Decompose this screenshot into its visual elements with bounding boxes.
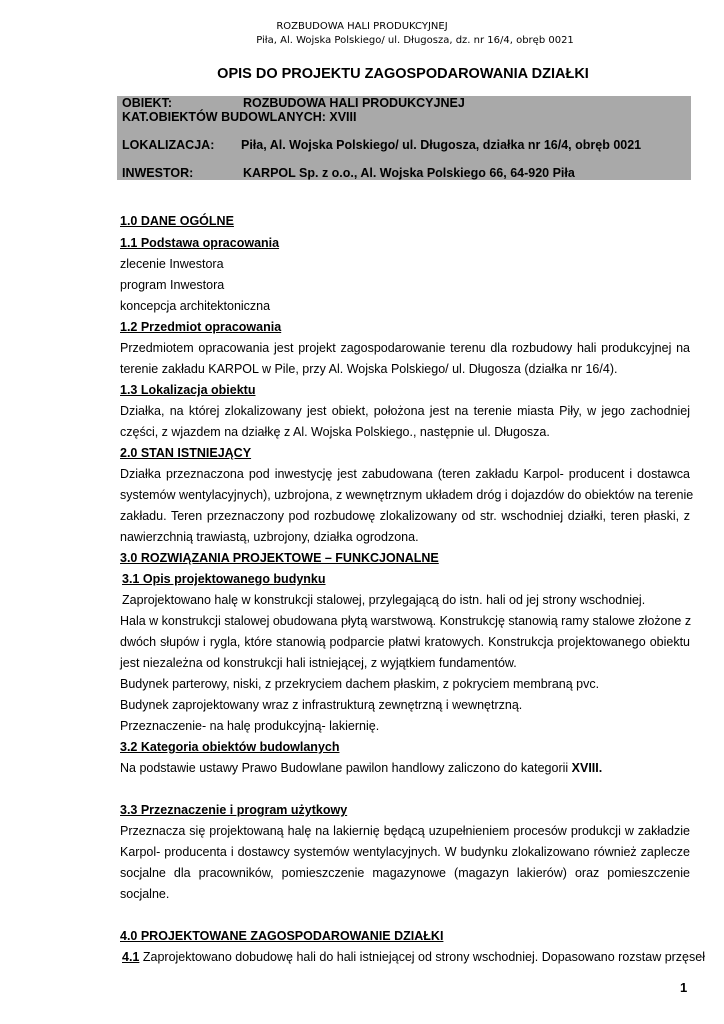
- paragraph-line: jest niezależna od konstrukcji hali istniejącej, z wyjątkiem fundamentów.: [120, 656, 517, 670]
- location-label: LOKALIZACJA:: [122, 138, 215, 152]
- paragraph-line: Karpol- producenta i dostawcy systemów wentylacyjnych. W budynku zlokalizowano również zaplecze: [120, 845, 690, 859]
- paragraph-line: [120, 760, 602, 776]
- section-heading-3-3: 3.3 Przeznaczenie i program użytkowy: [120, 803, 348, 817]
- paragraph-line: Działka przeznaczona pod inwestycję jest zabudowana (teren zakładu Karpol- producent i dostawca: [120, 467, 690, 481]
- investor-value: KARPOL Sp. z o.o., Al. Wojska Polskiego 66, 64-920 Piła: [243, 166, 575, 180]
- list-item: zlecenie Inwestora: [120, 257, 224, 271]
- running-header-line2: Piła, Al. Wojska Polskiego/ ul. Długosza, dz. nr 16/4, obręb 0021: [256, 35, 574, 46]
- paragraph-line: Budynek parterowy, niski, z przekryciem dachem płaskim, z pokryciem membraną pvc.: [120, 677, 600, 691]
- section-heading-3-2: 3.2 Kategoria obiektów budowlanych: [120, 740, 340, 754]
- section-heading-3-0: 3.0 ROZWIĄZANIA PROJEKTOWE – FUNKCJONALNE: [120, 551, 439, 565]
- paragraph-line: nawierzchnią trawiastą, uzbrojony, działka ogrodzona.: [120, 530, 419, 544]
- section-heading-2-0: 2.0 STAN ISTNIEJĄCY: [120, 446, 252, 460]
- paragraph-line: dwóch słupów i rygla, które stanowią podparcie płatwi kratowych. Konstrukcja projektowanego obiektu: [120, 635, 690, 649]
- paragraph-line: Budynek zaprojektowany wraz z infrastrukturą zewnętrzną i wewnętrzną.: [120, 698, 523, 712]
- page-number: 1: [680, 980, 688, 995]
- document-title: OPIS DO PROJEKTU ZAGOSPODAROWANIA DZIAŁKI: [217, 66, 589, 82]
- investor-label: INWESTOR:: [122, 166, 194, 180]
- section-heading-1-0: 1.0 DANE OGÓLNE: [120, 214, 234, 228]
- list-item: koncepcja architektoniczna: [120, 299, 271, 313]
- object-value: ROZBUDOWA HALI PRODUKCYJNEJ: [243, 96, 465, 110]
- object-label: OBIEKT:: [122, 96, 172, 110]
- section-heading-1-1: 1.1 Podstawa opracowania: [120, 236, 280, 250]
- list-item: program Inwestora: [120, 278, 225, 292]
- paragraph-line: [122, 949, 705, 965]
- paragraph-line: systemów wentylacyjnych), uzbrojona, z wewnętrznym układem dróg i dojazdów do obiektów na terenie: [120, 488, 694, 502]
- paragraph-line: terenie zakładu KARPOL w Pile, przy Al. Wojska Polskiego/ ul. Długosza (działka nr 16/4).: [120, 362, 618, 376]
- paragraph-line: Przedmiotem opracowania jest projekt zagospodarowanie terenu dla rozbudowy hali produkcyjnej na: [120, 341, 690, 355]
- category-value: XVIII.: [571, 761, 603, 775]
- paragraph-line: zakładu. Teren przeznaczony pod rozbudowę zlokalizowany od str. wschodniej działki, teren płaski, z: [120, 509, 690, 523]
- paragraph-line: Zaprojektowano halę w konstrukcji stalowej, przylegającą do istn. hali od jej strony wschodniej.: [122, 593, 646, 607]
- paragraph-line: socjalne.: [120, 887, 170, 901]
- paragraph-line: Przeznacza się projektowaną halę na lakiernię będącą uzupełnieniem procesów produkcji w zakładzie: [120, 824, 690, 838]
- location-value: Piła, Al. Wojska Polskiego/ ul. Długosza, działka nr 16/4, obręb 0021: [241, 138, 642, 152]
- section-heading-1-2: 1.2 Przedmiot opracowania: [120, 320, 282, 334]
- paragraph-line: Działka, na której zlokalizowany jest obiekt, położona jest na terenie miasta Piły, w jego zachodniej: [120, 404, 690, 418]
- paragraph-line: Hala w konstrukcji stalowej obudowana płytą warstwową. Konstrukcję stanowią ramy stalowe złożone z: [120, 614, 692, 628]
- running-header-line1: ROZBUDOWA HALI PRODUKCYJNEJ: [276, 21, 448, 32]
- building-category: KAT.OBIEKTÓW BUDOWLANYCH: XVIII: [122, 110, 357, 124]
- section-heading-4-0: 4.0 PROJEKTOWANE ZAGOSPODAROWANIE DZIAŁKI: [120, 929, 444, 943]
- section-heading-3-1: 3.1 Opis projektowanego budynku: [122, 572, 326, 586]
- paragraph-line: Przeznaczenie- na halę produkcyjną- lakiernię.: [120, 719, 380, 733]
- subsection-number: 4.1: [122, 950, 140, 964]
- paragraph-text: Zaprojektowano dobudowę hali do hali istniejącej od strony wschodniej. Dopasowano rozstaw przęseł: [139, 950, 705, 964]
- paragraph-line: części, z wjazdem na działkę z Al. Wojska Polskiego., następnie ul. Długosza.: [120, 425, 550, 439]
- section-heading-1-3: 1.3 Lokalizacja obiektu: [120, 383, 256, 397]
- paragraph-line: socjalne dla pracowników, pomieszczenie magazynowe (magazyn lakierów) oraz pomieszczenie: [120, 866, 690, 880]
- category-sentence: Na podstawie ustawy Prawo Budowlane pawilon handlowy zaliczono do kategorii: [120, 761, 572, 775]
